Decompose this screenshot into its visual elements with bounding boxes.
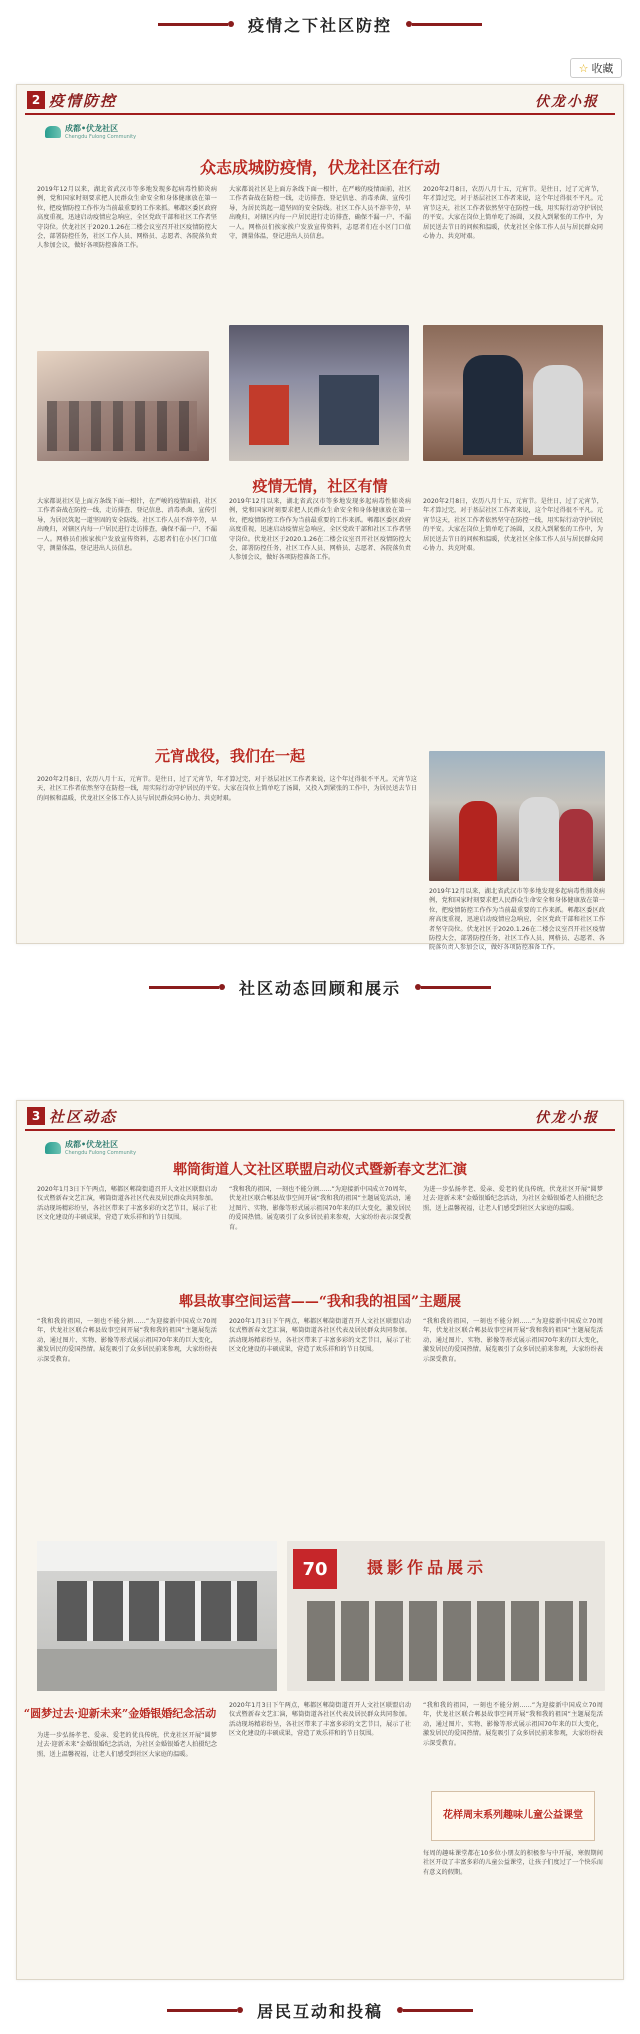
masthead [17, 1101, 623, 1131]
article-text-3: 2020年2月8日，农历八月十五，元宵节。是往日，过了元宵节，年才算过完，对于基层社区工作者来说，这个年过得很不平凡。元宵节这天，社区工作者依然坚守在防控一线，用实际行动守护居民的平安。大家在岗位上简单吃了汤圆，又投入到紧张的工作中，为居民送去节日的问候和温暖，伏龙社区全体工作人员与居民群众同心协力、共克时艰。 [37, 776, 417, 802]
masthead-rule [25, 1129, 615, 1131]
divider-left [149, 986, 219, 989]
article-text-2a: “我和我的祖国，一刻也不能分割……”为迎接新中国成立70周年，伏龙社区联合郫县故事空间开展“我和我的祖国”主题展览活动，通过图片、实物、影像等形式展示祖国70年来的巨大变化，激发居民的爱国热情。展览吸引了众多居民前来参观，大家纷纷表示深受教育。 [37, 1318, 217, 1363]
newspaper-page-2 [16, 1100, 624, 1980]
favorite-label: 收藏 [591, 62, 614, 75]
community-logo [45, 1139, 136, 1156]
section-header-residents [0, 1990, 640, 2030]
masthead [17, 85, 623, 115]
headline-3: 元宵战役，我们在一起 [154, 747, 305, 765]
favorite-button[interactable] [570, 58, 622, 78]
headline-3: “圆梦过去·迎新未来”金婚银婚纪念活动 [23, 1707, 217, 1720]
article-text-3a: 为进一步弘扬孝老、爱亲、爱老的优良传统，伏龙社区开展“圆梦过去·迎新未来”金婚银婚纪念活动，为社区金婚银婚老人拍摄纪念照，送上温馨祝福，让老人们感受到社区大家庭的温暖。 [37, 1732, 217, 1758]
logo-text: 成都•伏龙社区 [65, 124, 119, 133]
section-title: 疫情之下社区防控 [247, 15, 392, 35]
logo-subtext: Chengdu Fulong Community [65, 1150, 137, 1156]
weekend-class-title: 花样周末系列趣味儿童公益课堂 [443, 1810, 583, 1821]
column-title: 社区动态 [49, 1108, 118, 1126]
photography-exhibit-photo [287, 1541, 605, 1691]
divider-left [158, 23, 228, 26]
logo-icon [45, 126, 61, 138]
section-header-epidemic [0, 4, 640, 44]
newspaper-page-1 [16, 84, 624, 952]
section-header-community [0, 967, 640, 1007]
seventy-badge: 70 [293, 1549, 337, 1589]
article-text-2c: “我和我的祖国，一刻也不能分割……”为迎接新中国成立70周年，伏龙社区联合郫县故事空间开展“我和我的祖国”主题展览活动，通过图片、实物、影像等形式展示祖国70年来的巨大变化，激发居民的爱国热情。展览吸引了众多居民前来参观，大家纷纷表示深受教育。 [423, 1318, 603, 1363]
article-text-1b: “我和我的祖国，一刻也不能分割……”为迎接新中国成立70周年，伏龙社区联合郫县故事空间开展“我和我的祖国”主题展览活动，通过图片、实物、影像等形式展示祖国70年来的巨大变化，激发居民的爱国热情。展览吸引了众多居民前来参观，大家纷纷表示深受教育。 [229, 1186, 411, 1231]
divider-left [167, 2009, 237, 2012]
article-text-2a: 大家都说社区是上面方条线下面一根针，在严峻的疫情面前，社区工作者奋战在防控一线，走访排查、登记信息、消毒杀菌、宣传引导，为居民筑起一道坚固的安全防线。社区工作人员不辞辛劳，早出晚归，对辖区内每一户居民进行走访排查，确保不漏一户、不漏一人。网格员们挨家挨户发放宣传资料，志愿者们在小区门口值守，测量体温，登记进出人员信息。 [37, 498, 217, 553]
article-text-2b: 2019年12月以来，湖北省武汉市等多地发现多起病毒性肺炎病例，党和国家时刻要求把人民群众生命安全和身体健康放在第一位，把疫情防控工作作为当前最重要的工作来抓。郫都区委区政府高度重视，迅速启动疫情应急响应，全区党政干部和社区工作者坚守岗位。伏龙社区于2020.1.26在二楼会议室召开社区疫情防控大会，部署防控任务，社区工作人员、网格员、志愿者、各院落负责人参加会议，做好各项防控准备工作。 [229, 498, 411, 562]
masthead-rule [25, 113, 615, 115]
divider-right [421, 986, 491, 989]
exhibition-hall-photo [37, 1541, 277, 1691]
divider-dot [219, 984, 225, 990]
headline-2: 郫县故事空间运营——“我和我的祖国”主题展 [178, 1294, 462, 1310]
divider-dot [228, 21, 234, 27]
article-text-4: 每周的趣味课堂都在10多位小朋友的积极参与中开展，寒假期间社区开设了丰富多彩的儿童公益课堂，让孩子们度过了一个快乐而有意义的假期。 [423, 1850, 603, 1876]
community-logo [45, 123, 136, 140]
article-text-3b: 2019年12月以来，湖北省武汉市等多地发现多起病毒性肺炎病例，党和国家时刻要求把人民群众生命安全和身体健康放在第一位，把疫情防控工作作为当前最重要的工作来抓。郫都区委区政府高度重视，迅速启动疫情应急响应，全区党政干部和社区工作者坚守岗位。伏龙社区于2020.1.26在二楼会议室召开社区疫情防控大会，部署防控任务，社区工作人员、网格员、志愿者、各院落负责人参加会议，做好各项防控准备工作。 [429, 888, 605, 952]
office-photo [229, 325, 409, 461]
logo-icon [45, 1142, 61, 1154]
article-text-1a: 2020年1月3日下午两点，郫都区郫筒街道召开人文社区联盟启动仪式暨新春文艺汇演，郫筒街道各社区代表及居民群众共同参加。活动现场精彩纷呈，各社区带来了丰富多彩的文艺节目，展示了社区文化建设的丰硕成果，营造了欢乐祥和的节日氛围。 [37, 1186, 217, 1222]
section-title: 社区动态回顾和展示 [238, 978, 401, 998]
article-text-1b: 大家都说社区是上面方条线下面一根针，在严峻的疫情面前，社区工作者奋战在防控一线，走访排查、登记信息、消毒杀菌、宣传引导，为居民筑起一道坚固的安全防线。社区工作人员不辞辛劳，早出晚归，对辖区内每一户居民进行走访排查，确保不漏一户、不漏一人。网格员们挨家挨户发放宣传资料，志愿者们在小区门口值守，测量体温，登记进出人员信息。 [229, 186, 411, 241]
logo-text: 成都•伏龙社区 [65, 1140, 119, 1149]
page-number: 3 [27, 1107, 45, 1125]
divider-dot [237, 2007, 243, 2013]
page-number: 2 [27, 91, 45, 109]
article-text-3c: “我和我的祖国，一刻也不能分割……”为迎接新中国成立70周年，伏龙社区联合郫县故事空间开展“我和我的祖国”主题展览活动，通过图片、实物、影像等形式展示祖国70年来的巨大变化，激发居民的爱国热情。展览吸引了众多居民前来参观，大家纷纷表示深受教育。 [423, 1702, 603, 1747]
article-text-3b: 2020年1月3日下午两点，郫都区郫筒街道召开人文社区联盟启动仪式暨新春文艺汇演，郫筒街道各社区代表及居民群众共同参加。活动现场精彩纷呈，各社区带来了丰富多彩的文艺节目，展示了社区文化建设的丰硕成果，营造了欢乐祥和的节日氛围。 [229, 1702, 411, 1738]
section-title: 居民互动和投稿 [256, 2001, 383, 2021]
star-icon: ☆ [578, 61, 589, 75]
headline-1: 众志成城防疫情，伏龙社区在行动 [199, 158, 440, 177]
headline-2: 疫情无情，社区有情 [252, 477, 388, 495]
article-text-2b: 2020年1月3日下午两点，郫都区郫筒街道召开人文社区联盟启动仪式暨新春文艺汇演，郫筒街道各社区代表及居民群众共同参加。活动现场精彩纷呈，各社区带来了丰富多彩的文艺节目，展示了社区文化建设的丰硕成果，营造了欢乐祥和的节日氛围。 [229, 1318, 411, 1354]
paper-name: 伏龙小报 [535, 1110, 599, 1126]
paper-name: 伏龙小报 [535, 94, 599, 110]
lantern-festival-photo [429, 751, 605, 881]
article-text-1c: 为进一步弘扬孝老、爱亲、爱老的优良传统，伏龙社区开展“圆梦过去·迎新未来”金婚银婚纪念活动，为社区金婚银婚老人拍摄纪念照，送上温馨祝福，让老人们感受到社区大家庭的温暖。 [423, 1186, 603, 1212]
divider-right [403, 2009, 473, 2012]
weekend-class-box [431, 1791, 595, 1841]
divider-right [412, 23, 482, 26]
article-text-1c: 2020年2月8日，农历八月十五，元宵节。是往日，过了元宵节，年才算过完，对于基层社区工作者来说，这个年过得很不平凡。元宵节这天，社区工作者依然坚守在防控一线，用实际行动守护居民的平安。大家在岗位上简单吃了汤圆，又投入到紧张的工作中，为居民送去节日的问候和温暖，伏龙社区全体工作人员与居民群众同心协力、共克时艰。 [423, 186, 603, 241]
headline-1: 郫筒街道人文社区联盟启动仪式暨新春文艺汇演 [173, 1162, 467, 1178]
column-title: 疫情防控 [49, 92, 118, 110]
exhibit-banner: 摄影作品展示 [367, 1558, 488, 1577]
logo-subtext: Chengdu Fulong Community [65, 134, 137, 140]
article-text-2c: 2020年2月8日，农历八月十五，元宵节。是往日，过了元宵节，年才算过完，对于基层社区工作者来说，这个年过得很不平凡。元宵节这天，社区工作者依然坚守在防控一线，用实际行动守护居民的平安。大家在岗位上简单吃了汤圆，又投入到紧张的工作中，为居民送去节日的问候和温暖，伏龙社区全体工作人员与居民群众同心协力、共克时艰。 [423, 498, 603, 553]
volunteer-photo [423, 325, 603, 461]
article-text-1a: 2019年12月以来，湖北省武汉市等多地发现多起病毒性肺炎病例，党和国家时刻要求把人民群众生命安全和身体健康放在第一位，把疫情防控工作作为当前最重要的工作来抓。郫都区委区政府高度重视，迅速启动疫情应急响应，全区党政干部和社区工作者坚守岗位。伏龙社区于2020.1.26在二楼会议室召开社区疫情防控大会，部署防控任务，社区工作人员、网格员、志愿者、各院落负责人参加会议，做好各项防控准备工作。 [37, 186, 217, 250]
meeting-photo [37, 351, 209, 461]
